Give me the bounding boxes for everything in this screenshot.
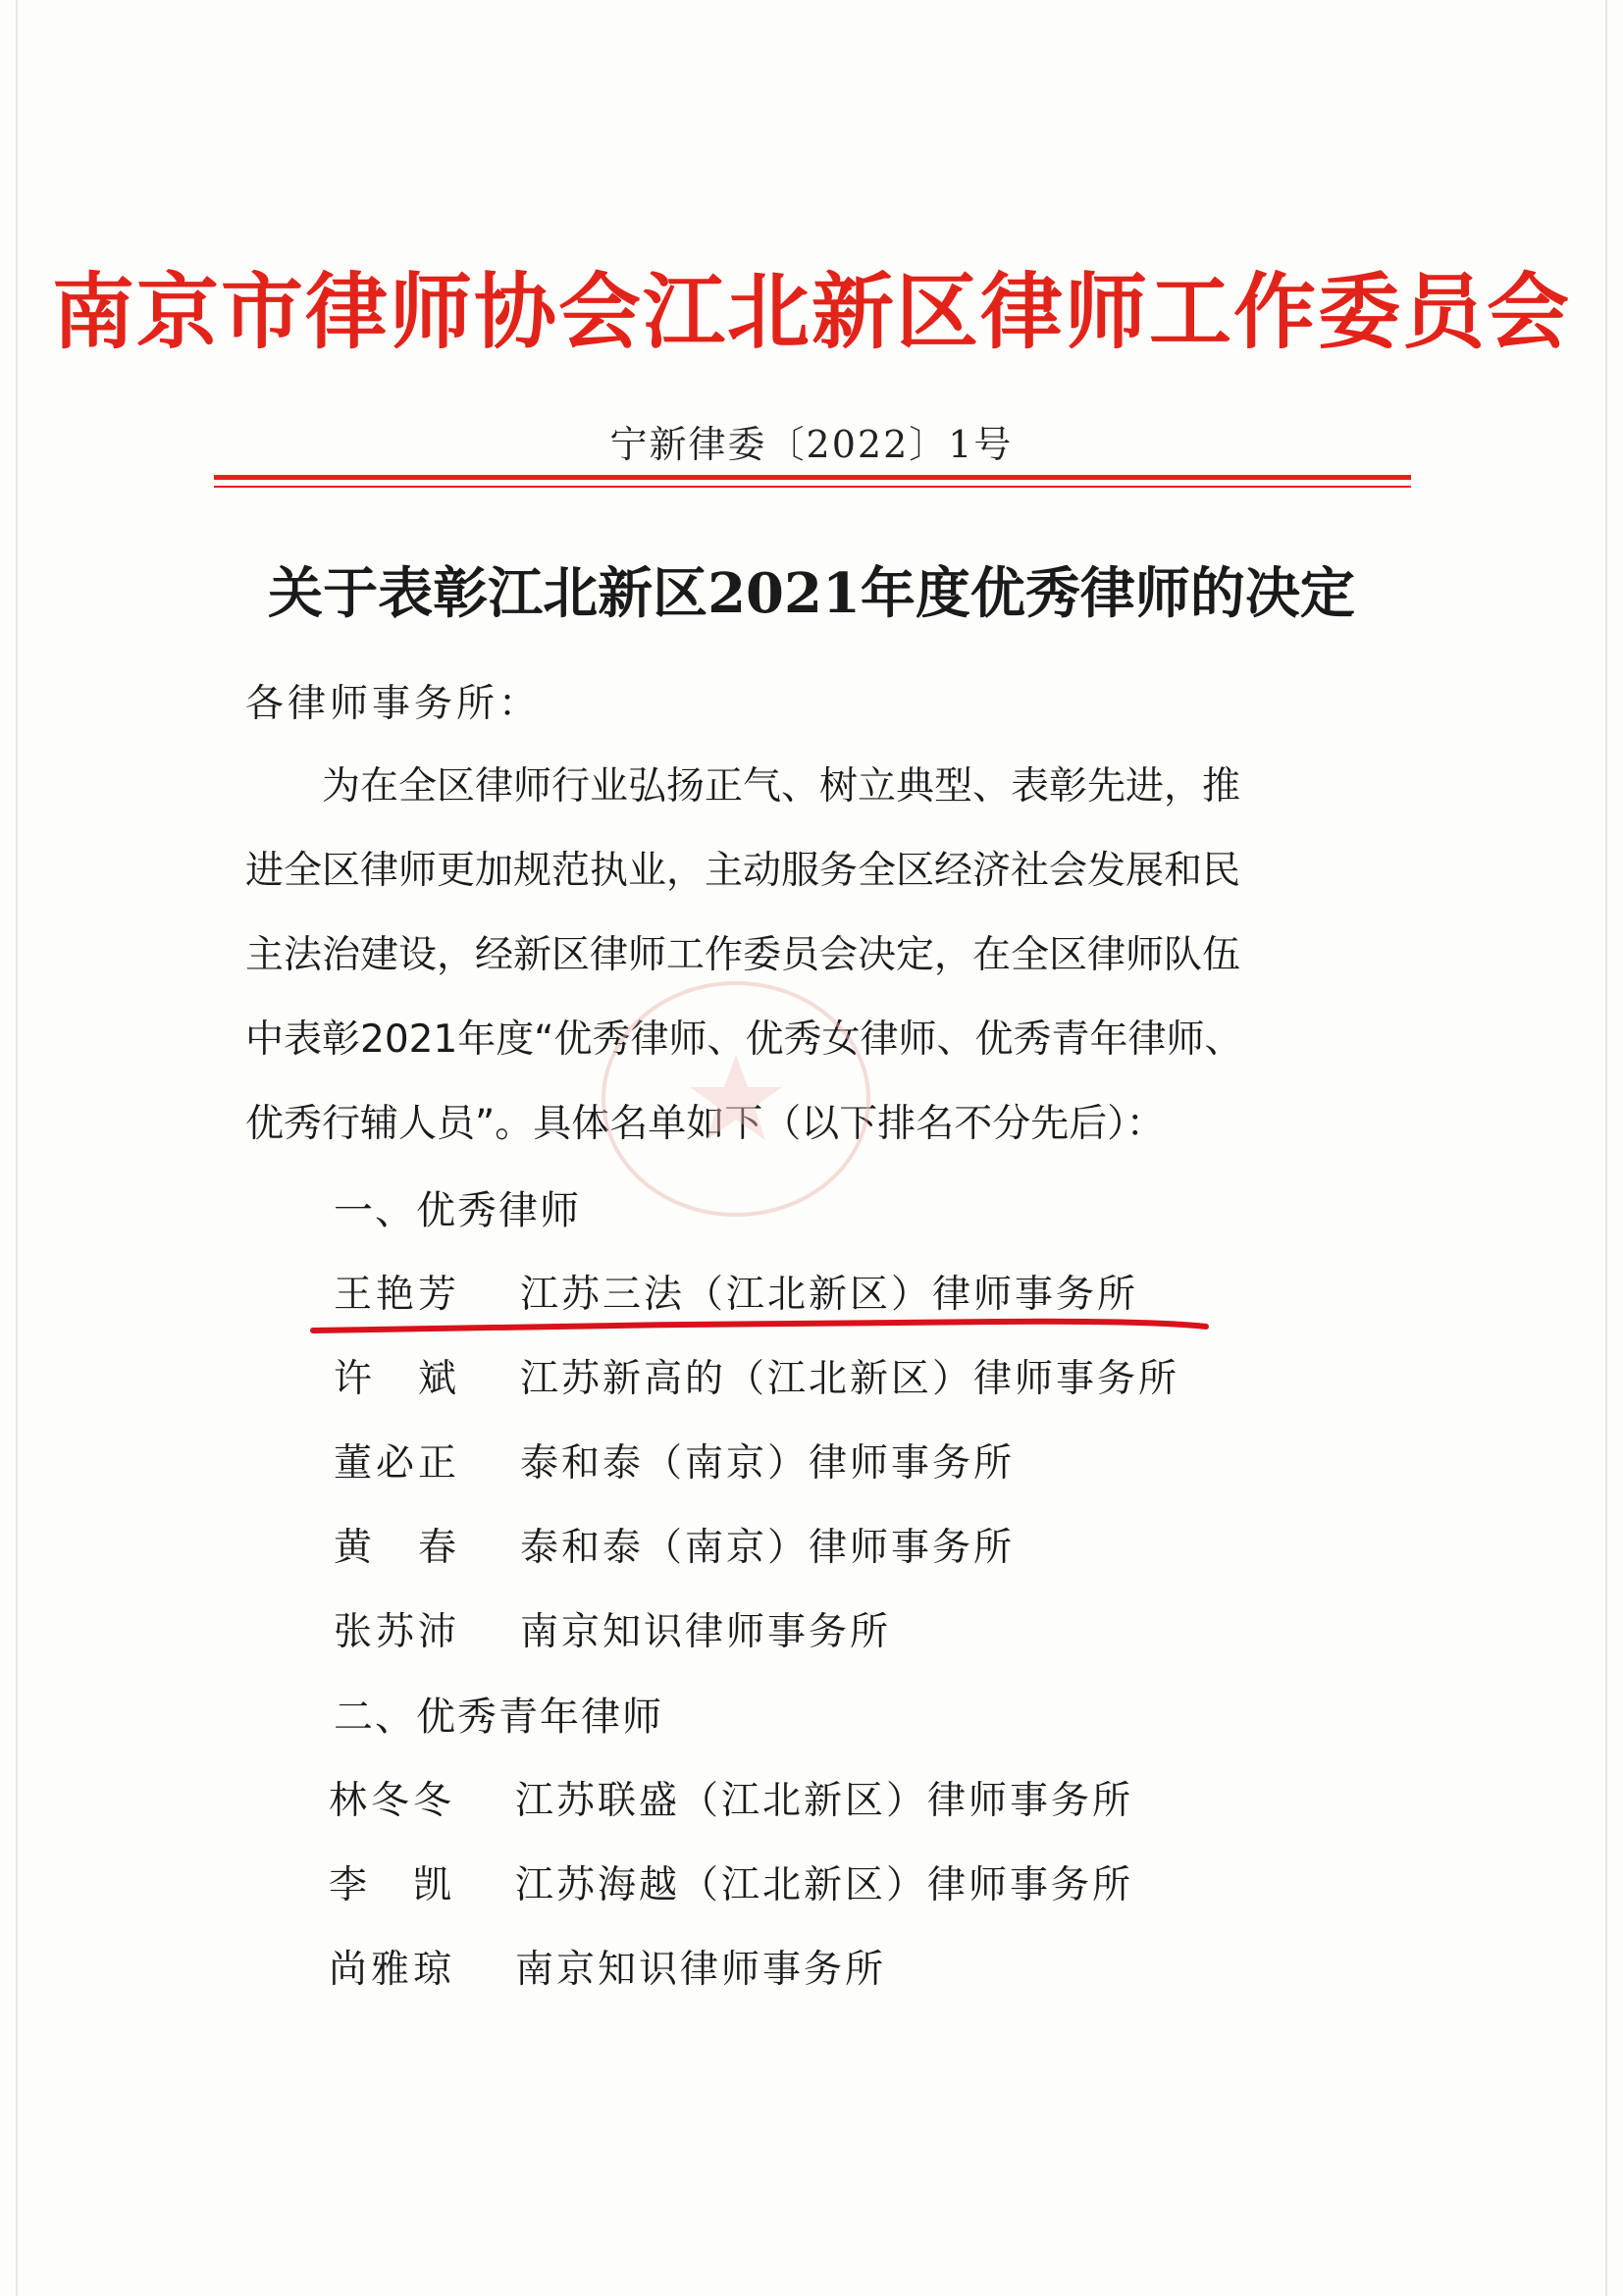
salutation: 各律师事务所：	[245, 682, 542, 726]
law-firm: 泰和泰（南京）律师事务所	[520, 1526, 1016, 1570]
list-item	[334, 1603, 891, 1662]
document-title: 关于表彰江北新区2021年度优秀律师的决定	[268, 561, 1355, 626]
law-firm: 南京知识律师事务所	[520, 1610, 892, 1654]
lawyer-name: 李 凯	[329, 1863, 456, 1907]
list-item	[329, 1941, 886, 2000]
faded-seal-stamp	[589, 971, 883, 1226]
list-item	[334, 1266, 1138, 1325]
red-divider-thin	[214, 486, 1411, 488]
paragraph-line: 主法治建设，经新区律师工作委员会决定，在全区律师队伍	[245, 933, 1241, 977]
list-item	[334, 1435, 1015, 1493]
list-item	[329, 1856, 1133, 1915]
law-firm: 泰和泰（南京）律师事务所	[520, 1441, 1016, 1486]
law-firm: 南京知识律师事务所	[515, 1948, 887, 1992]
section-heading-excellent-lawyers: 一、优秀律师	[334, 1188, 581, 1233]
lawyer-name: 尚雅琼	[329, 1948, 456, 1992]
law-firm: 江苏联盛（江北新区）律师事务所	[515, 1779, 1134, 1823]
law-firm: 江苏新高的（江北新区）律师事务所	[520, 1357, 1180, 1401]
red-divider-thick	[214, 475, 1411, 480]
list-item	[334, 1519, 1015, 1578]
document-number: 宁新律委〔2022〕1号	[609, 423, 1014, 466]
list-item	[329, 1772, 1133, 1831]
lawyer-name: 董必正	[334, 1441, 461, 1486]
law-firm: 江苏三法（江北新区）律师事务所	[520, 1273, 1139, 1317]
lawyer-name: 许 斌	[334, 1357, 461, 1401]
organization-header: 南京市律师协会江北新区律师工作委员会	[51, 263, 1571, 360]
paragraph-line: 进全区律师更加规范执业，主动服务全区经济社会发展和民	[245, 849, 1241, 893]
lawyer-name: 林冬冬	[329, 1779, 456, 1823]
section-heading-young-lawyers: 二、优秀青年律师	[334, 1695, 663, 1740]
law-firm: 江苏海越（江北新区）律师事务所	[515, 1863, 1134, 1907]
paragraph-line: 中表彰2021年度“优秀律师、优秀女律师、优秀青年律师、	[245, 1018, 1243, 1062]
list-item	[334, 1350, 1179, 1409]
lawyer-name: 黄 春	[334, 1526, 461, 1570]
lawyer-name: 张苏沛	[334, 1610, 461, 1654]
paragraph-line: 优秀行辅人员”。具体名单如下（以下排名不分先后）：	[245, 1102, 1165, 1146]
paragraph-line: 为在全区律师行业弘扬正气、树立典型、表彰先进，推	[245, 764, 1241, 809]
red-underline-mark	[309, 1317, 1212, 1338]
lawyer-name: 王艳芳	[334, 1273, 461, 1317]
